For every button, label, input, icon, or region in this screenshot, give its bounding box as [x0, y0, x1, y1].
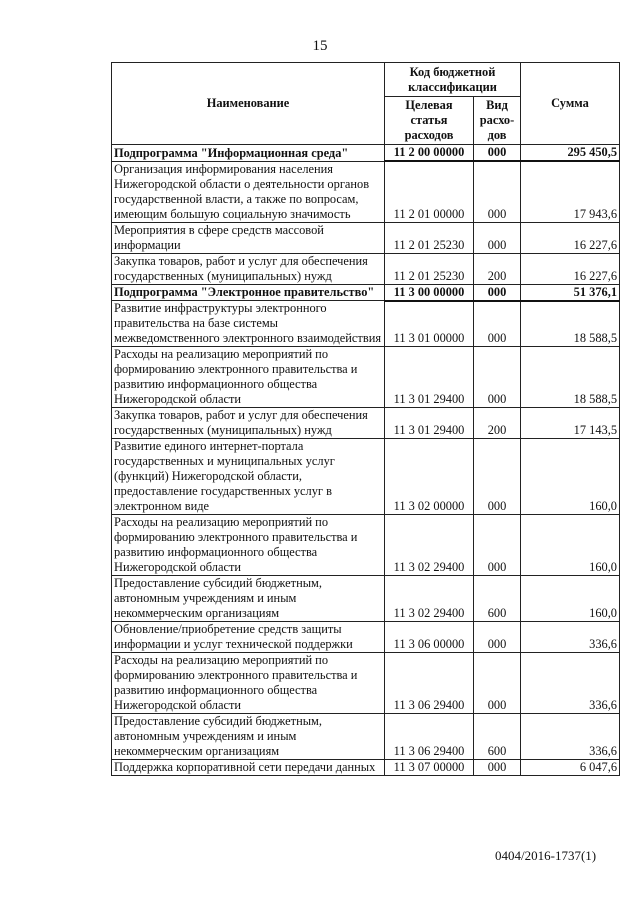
table-row [112, 653, 620, 714]
cell-type: 000 [474, 301, 521, 347]
cell-code: 11 2 01 25230 [385, 253, 474, 284]
cell-type: 000 [474, 760, 521, 776]
cell-name: Обновление/приобретение средств защиты информации и услуг технической поддержки [112, 622, 385, 653]
cell-type: 000 [474, 161, 521, 222]
table-row [112, 760, 620, 776]
cell-code: 11 3 01 29400 [385, 408, 474, 439]
cell-code: 11 3 06 29400 [385, 714, 474, 760]
cell-name: Поддержка корпоративной сети передачи данных [112, 760, 385, 776]
header-sum: Сумма [521, 63, 620, 145]
cell-type: 000 [474, 622, 521, 653]
cell-name: Развитие единого интернет-портала государственных и муниципальных услуг (функций) Нижегородской области, предоставление государственных услуг в электронном виде [112, 439, 385, 515]
cell-name: Расходы на реализацию мероприятий по формированию электронного правительства и развитию информационного общества Нижегородской области [112, 347, 385, 408]
cell-code: 11 3 00 00000 [385, 284, 474, 301]
document-number: 0404/2016-1737(1) [495, 848, 597, 863]
cell-sum: 160,0 [521, 515, 620, 576]
cell-code: 11 3 02 29400 [385, 515, 474, 576]
cell-type: 000 [474, 653, 521, 714]
table-header [112, 63, 620, 145]
cell-code: 11 3 06 00000 [385, 622, 474, 653]
cell-code: 11 2 01 25230 [385, 222, 474, 253]
cell-sum: 160,0 [521, 439, 620, 515]
cell-code: 11 3 07 00000 [385, 760, 474, 776]
cell-type: 000 [474, 439, 521, 515]
cell-type: 000 [474, 222, 521, 253]
table-row [112, 347, 620, 408]
header-expense-type: Вид расхо-дов [474, 97, 521, 145]
cell-sum: 18 588,5 [521, 301, 620, 347]
table-row [112, 515, 620, 576]
header-name: Наименование [112, 63, 385, 145]
cell-sum: 295 450,5 [521, 145, 620, 162]
cell-type: 000 [474, 145, 521, 162]
cell-name: Подпрограмма "Электронное правительство" [112, 284, 385, 301]
cell-sum: 336,6 [521, 622, 620, 653]
cell-code: 11 3 02 00000 [385, 439, 474, 515]
table-row [112, 714, 620, 760]
cell-sum: 336,6 [521, 653, 620, 714]
table-row [112, 301, 620, 347]
table-row [112, 576, 620, 622]
table-row [112, 161, 620, 222]
cell-code: 11 2 01 00000 [385, 161, 474, 222]
cell-type: 600 [474, 714, 521, 760]
cell-sum: 336,6 [521, 714, 620, 760]
cell-name: Расходы на реализацию мероприятий по формированию электронного правительства и развитию информационного общества Нижегородской области [112, 653, 385, 714]
cell-code: 11 2 00 00000 [385, 145, 474, 162]
cell-name: Развитие инфраструктуры электронного правительства на базе системы межведомственного электронного взаимодействия [112, 301, 385, 347]
table-row [112, 284, 620, 301]
cell-sum: 17 143,5 [521, 408, 620, 439]
cell-name: Закупка товаров, работ и услуг для обеспечения государственных (муниципальных) нужд [112, 408, 385, 439]
cell-type: 000 [474, 284, 521, 301]
cell-sum: 16 227,6 [521, 222, 620, 253]
header-target-article: Целевая статья расходов [385, 97, 474, 145]
cell-type: 200 [474, 408, 521, 439]
table-row [112, 622, 620, 653]
cell-name: Расходы на реализацию мероприятий по формированию электронного правительства и развитию информационного общества Нижегородской области [112, 515, 385, 576]
cell-code: 11 3 06 29400 [385, 653, 474, 714]
cell-name: Подпрограмма "Информационная среда" [112, 145, 385, 162]
cell-type: 600 [474, 576, 521, 622]
cell-sum: 18 588,5 [521, 347, 620, 408]
cell-code: 11 3 01 00000 [385, 301, 474, 347]
budget-table [111, 62, 620, 776]
table-row [112, 253, 620, 284]
table-body [112, 145, 620, 776]
page-number: 15 [312, 38, 328, 54]
cell-sum: 6 047,6 [521, 760, 620, 776]
cell-type: 200 [474, 253, 521, 284]
cell-name: Закупка товаров, работ и услуг для обеспечения государственных (муниципальных) нужд [112, 253, 385, 284]
cell-name: Мероприятия в сфере средств массовой информации [112, 222, 385, 253]
header-code-group: Код бюджетной классификации [385, 63, 521, 97]
cell-name: Организация информирования населения Нижегородской области о деятельности органов государственной власти, а также по вопросам, имеющим большую социальную значимость [112, 161, 385, 222]
table-row [112, 439, 620, 515]
cell-sum: 17 943,6 [521, 161, 620, 222]
cell-type: 000 [474, 347, 521, 408]
cell-sum: 160,0 [521, 576, 620, 622]
cell-code: 11 3 01 29400 [385, 347, 474, 408]
table-row [112, 145, 620, 162]
cell-type: 000 [474, 515, 521, 576]
cell-sum: 16 227,6 [521, 253, 620, 284]
cell-code: 11 3 02 29400 [385, 576, 474, 622]
cell-name: Предоставление субсидий бюджетным, автономным учреждениям и иным некоммерческим организациям [112, 714, 385, 760]
table-row [112, 408, 620, 439]
cell-sum: 51 376,1 [521, 284, 620, 301]
table-row [112, 222, 620, 253]
cell-name: Предоставление субсидий бюджетным, автономным учреждениям и иным некоммерческим организациям [112, 576, 385, 622]
